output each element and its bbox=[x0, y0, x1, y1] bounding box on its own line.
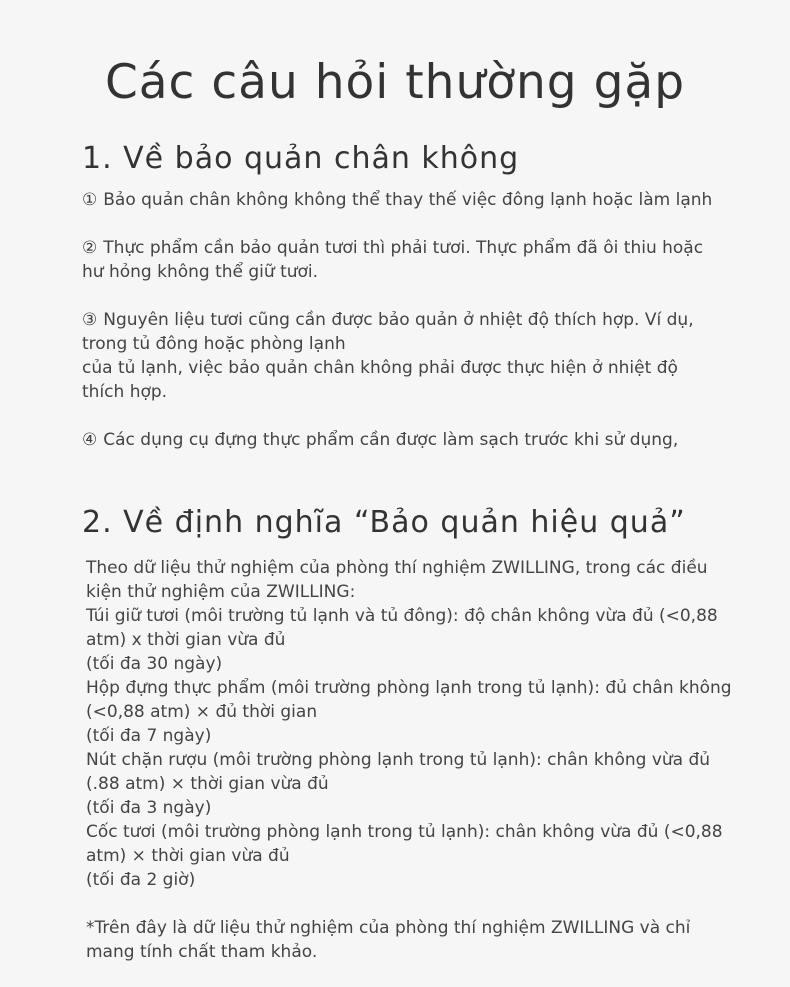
body-line: Cốc tươi (môi trường phòng lạnh trong tủ lạnh): chân không vừa đủ (<0,88 bbox=[86, 822, 723, 842]
item-number: ① bbox=[82, 190, 98, 210]
list-item-line: hư hỏng không thể giữ tươi. bbox=[82, 262, 319, 282]
body-line: (tối đa 2 giờ) bbox=[86, 870, 196, 890]
list-item-line bbox=[82, 308, 742, 332]
list-item-line bbox=[82, 428, 742, 452]
item-number: ② bbox=[82, 238, 98, 258]
note-line: *Trên đây là dữ liệu thử nghiệm của phòng thí nghiệm ZWILLING và chỉ bbox=[86, 918, 691, 938]
list-item-line bbox=[82, 236, 742, 260]
body-line: Nút chặn rượu (môi trường phòng lạnh trong tủ lạnh): chân không vừa đủ bbox=[86, 750, 711, 770]
body-line: kiện thử nghiệm của ZWILLING: bbox=[86, 582, 356, 602]
list-item bbox=[82, 428, 742, 452]
note-line: mang tính chất tham khảo. bbox=[86, 942, 318, 962]
section-heading-vacuum-storage: 1. Về bảo quản chân không bbox=[82, 141, 520, 176]
reference-note bbox=[86, 916, 750, 964]
body-line: Theo dữ liệu thử nghiệm của phòng thí nghiệm ZWILLING, trong các điều bbox=[86, 558, 708, 578]
page-title: Các câu hỏi thường gặp bbox=[104, 55, 686, 110]
body-line: (<0,88 atm) × đủ thời gian bbox=[86, 702, 318, 722]
list-item bbox=[82, 308, 742, 404]
body-line: Hộp đựng thực phẩm (môi trường phòng lạnh trong tủ lạnh): đủ chân không bbox=[86, 678, 732, 698]
list-item-line: thích hợp. bbox=[82, 382, 168, 402]
list-item bbox=[82, 188, 742, 212]
item-number: ④ bbox=[82, 430, 98, 450]
list-item-line: của tủ lạnh, việc bảo quản chân không phải được thực hiện ở nhiệt độ bbox=[82, 358, 678, 378]
item-number: ③ bbox=[82, 310, 98, 330]
body-line: (tối đa 30 ngày) bbox=[86, 654, 223, 674]
item-text: Các dụng cụ đựng thực phẩm cần được làm sạch trước khi sử dụng, bbox=[103, 430, 679, 450]
effective-storage-body bbox=[86, 556, 750, 892]
body-line: (.88 atm) × thời gian vừa đủ bbox=[86, 774, 329, 794]
item-text: Thực phẩm cần bảo quản tươi thì phải tươi. Thực phẩm đã ôi thiu hoặc bbox=[103, 238, 704, 258]
list-item-line: trong tủ đông hoặc phòng lạnh bbox=[82, 334, 346, 354]
list-item-line bbox=[82, 188, 742, 212]
body-line: (tối đa 7 ngày) bbox=[86, 726, 212, 746]
body-line: Túi giữ tươi (môi trường tủ lạnh và tủ đông): độ chân không vừa đủ (<0,88 bbox=[86, 606, 718, 626]
list-item bbox=[82, 236, 742, 284]
section-heading-effective-storage: 2. Về định nghĩa “Bảo quản hiệu quả” bbox=[82, 505, 686, 540]
body-line: atm) × thời gian vừa đủ bbox=[86, 846, 290, 866]
vacuum-storage-list bbox=[82, 188, 742, 476]
body-line: (tối đa 3 ngày) bbox=[86, 798, 212, 818]
body-line: atm) x thời gian vừa đủ bbox=[86, 630, 286, 650]
item-text: Bảo quản chân không không thể thay thế việc đông lạnh hoặc làm lạnh bbox=[103, 190, 713, 210]
item-text: Nguyên liệu tươi cũng cần được bảo quản ở nhiệt độ thích hợp. Ví dụ, bbox=[103, 310, 694, 330]
